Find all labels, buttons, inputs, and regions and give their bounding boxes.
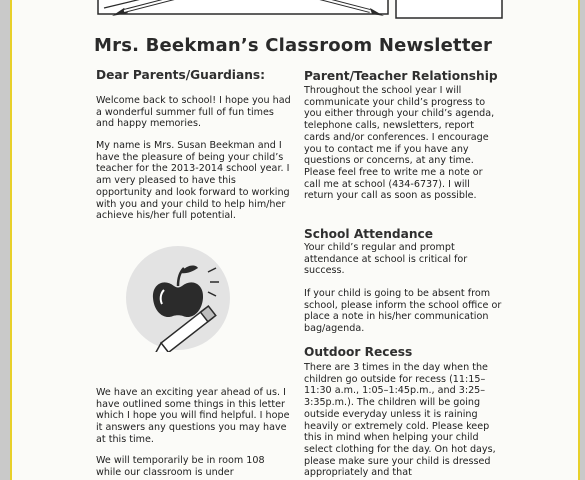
- welcome-paragraph: Welcome back to school! I hope you had a wonderful summer full of fun times and happy memories.: [96, 95, 291, 130]
- greeting-heading: Dear Parents/Guardians:: [96, 68, 266, 82]
- recess-heading: Outdoor Recess: [304, 345, 413, 359]
- relationship-paragraph: Throughout the school year I will communicate your child’s progress to you either through your child’s agenda, telephone calls, newsletters, report cards and/or conferences. I encourage you to contact me if you have any questions or concerns, at any time. Please feel free to write me a note or call me at school (434-6737). I will return your call as soon as possible.: [304, 85, 495, 202]
- intro-paragraph: My name is Mrs. Susan Beekman and I have the pleasure of being your child’s teacher for the 2013-2014 school year. I am very pleased to have this opportunity and look forward to working with you and your child to help him/her achieve his/her full potential.: [96, 140, 290, 222]
- newsletter-page: [10, 0, 580, 480]
- attendance-heading: School Attendance: [304, 227, 433, 241]
- pencil-banner-illustration: [12, 0, 578, 26]
- exciting-year-paragraph: We have an exciting year ahead of us. I have outlined some things in this letter which I hope you will find helpful. I hope it answers any questions you may have at this time.: [96, 387, 290, 445]
- attendance-paragraph-2: If your child is going to be absent from school, please inform the school office or place a note in his/her communication bag/agenda.: [304, 288, 502, 335]
- apple-pencil-clipart: [124, 242, 232, 352]
- relationship-heading: Parent/Teacher Relationship: [304, 69, 498, 83]
- recess-paragraph: There are 3 times in the day when the children go outside for recess (11:15–11:30 a.m., 1:05–1:45p.m., and 3:25–3:35p.m.). The children will be going outside everyday unless it is raining heavily or extremely cold. Please keep this in mind when helping your child select clothing for the day. On hot days, please make sure your child is dressed appropriately and that: [304, 362, 496, 479]
- room-paragraph: We will temporarily be in room 108 while our classroom is under: [96, 455, 265, 478]
- attendance-paragraph-1: Your child’s regular and prompt attendance at school is critical for success.: [304, 242, 468, 277]
- newsletter-title: Mrs. Beekman’s Classroom Newsletter: [94, 35, 493, 56]
